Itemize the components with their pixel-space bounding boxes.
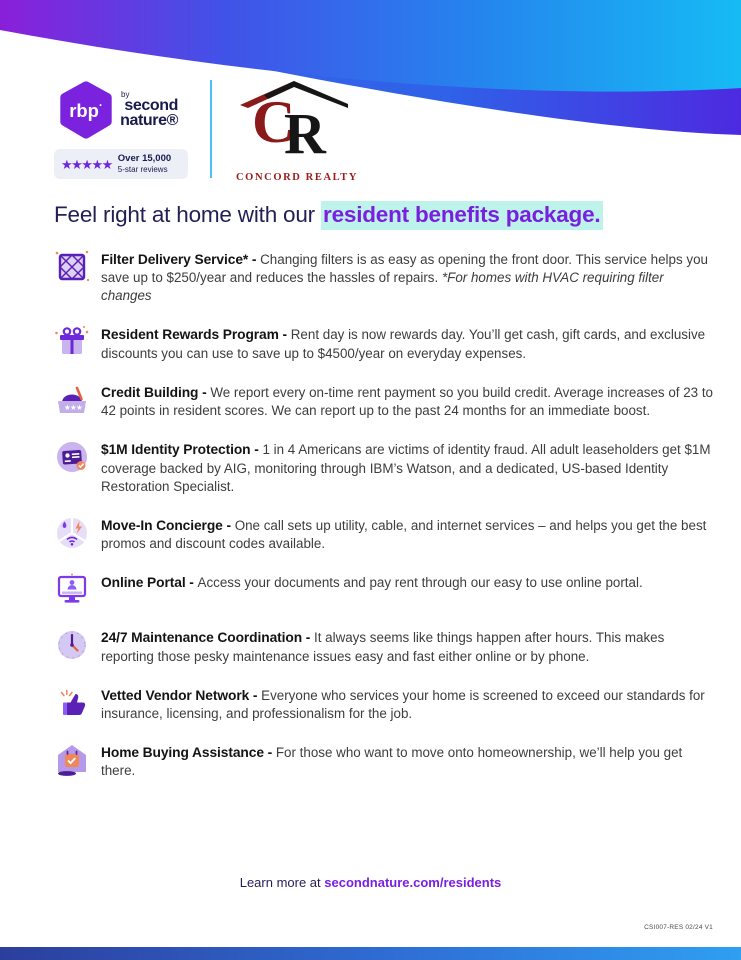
benefit-text: 24/7 Maintenance Coordination - It always seems like things happen after hours. This makes reporting those pesky maintenance issues easy and fast either online or by phone. — [101, 630, 665, 664]
logo-divider — [210, 80, 212, 178]
page-title — [54, 202, 603, 228]
benefit-text: Vetted Vendor Network - Everyone who services your home is screened to exceed our standards for insurance, licensing, and professionalism for the job. — [101, 687, 705, 722]
wordmark-line2: nature® — [120, 112, 178, 130]
id-card-icon — [54, 439, 90, 475]
page-title-prefix: Feel right at home with our — [54, 202, 322, 227]
monogram-r: R — [284, 101, 326, 166]
benefit-title: Home Buying Assistance - — [101, 744, 276, 760]
footer-learn-more — [0, 875, 741, 890]
benefit-note: *For homes with HVAC requiring filter changes — [101, 270, 664, 304]
reviews-label: 5-star reviews — [117, 164, 168, 174]
benefit-row — [54, 687, 716, 723]
residents-link[interactable]: secondnature.com/residents — [324, 875, 502, 890]
benefit-text: Online Portal - Access your documents and pay rent through our easy to use online portal. — [101, 575, 643, 591]
reviews-count: Over 15,000 — [117, 153, 172, 164]
utilities-icon — [54, 515, 90, 551]
house-check-icon — [54, 742, 90, 778]
learn-more-text: Learn more at — [239, 875, 325, 890]
benefits-list — [54, 251, 716, 801]
benefit-title: Online Portal - — [101, 575, 198, 591]
benefit-title: Credit Building - — [101, 384, 211, 400]
wordmark-line1: second — [124, 97, 178, 115]
benefit-title: 24/7 Maintenance Coordination - — [101, 630, 314, 646]
monitor-icon — [54, 572, 90, 608]
five-stars-icon: ★★★★★ — [61, 156, 112, 172]
benefit-text: Move-In Concierge - One call sets up utility, cable, and internet services – and helps you get the best promos and discount codes available. — [101, 517, 707, 552]
award-icon — [54, 382, 90, 418]
benefit-title: Resident Rewards Program - — [101, 327, 291, 343]
benefit-text: Credit Building - We report every on-time rent payment so you build credit. Average increases of 23 to 42 points in resident scores. We can report up to the past 24 months for an immediate boost. — [101, 384, 714, 419]
filter-icon — [54, 249, 90, 285]
benefit-title: Filter Delivery Service* - — [101, 252, 261, 267]
benefit-title: Move-In Concierge - — [101, 517, 235, 533]
rbp-logo-icon — [54, 78, 118, 142]
benefit-title: Vetted Vendor Network - — [101, 687, 262, 703]
benefit-row — [54, 384, 716, 420]
benefit-row — [54, 326, 716, 362]
monogram-c: C — [252, 89, 296, 155]
benefit-title: $1M Identity Protection - — [101, 442, 263, 458]
thumbs-up-icon — [54, 685, 90, 721]
benefit-text: Home Buying Assistance - For those who want to move onto homeownership, we’ll help you get there. — [101, 744, 683, 779]
concord-name: CONCORD REALTY — [236, 172, 359, 183]
second-nature-wordmark — [120, 91, 178, 129]
rbp-logo-block — [54, 78, 188, 179]
benefit-row — [54, 629, 716, 665]
svg-text:★: ★ — [70, 402, 77, 412]
benefit-row — [54, 574, 716, 608]
svg-text:★: ★ — [64, 402, 71, 412]
benefit-text: Resident Rewards Program - Rent day is now rewards day. You’ll get cash, gift cards, and exclusive discounts you can use to save up to $4500/year on everyday expenses. — [101, 327, 706, 361]
bottom-gradient-bar — [0, 947, 741, 960]
benefit-text: $1M Identity Protection - 1 in 4 Americans are victims of identity fraud. All adult leaseholders get $1M coverage backed by AIG, monitoring through IBM’s Watson, and a dedicated, US-based Identity Restoration Specialist. — [101, 442, 711, 494]
clock-icon — [54, 627, 90, 663]
gift-icon — [54, 324, 90, 360]
benefit-row — [54, 744, 716, 780]
benefit-row — [54, 517, 716, 553]
wordmark-by: by — [121, 90, 130, 100]
concord-realty-logo — [236, 78, 359, 183]
header-logos — [54, 78, 359, 183]
document-code: CSI007-RES 02/24 V1 — [644, 924, 713, 931]
benefit-row — [54, 441, 716, 495]
reviews-badge — [54, 149, 188, 179]
benefit-row — [54, 251, 716, 305]
concord-monogram — [236, 89, 352, 168]
page-title-highlight: resident benefits package. — [321, 201, 603, 230]
svg-text:★: ★ — [76, 402, 83, 412]
rbp-logo-text: rbp — [69, 99, 99, 121]
benefit-text: Filter Delivery Service* - Changing filters is as easy as opening the front door. This service helps you save up to $250/year and reduces the hassles of repairs. *For homes with HVAC requiring filter changes — [101, 252, 708, 304]
